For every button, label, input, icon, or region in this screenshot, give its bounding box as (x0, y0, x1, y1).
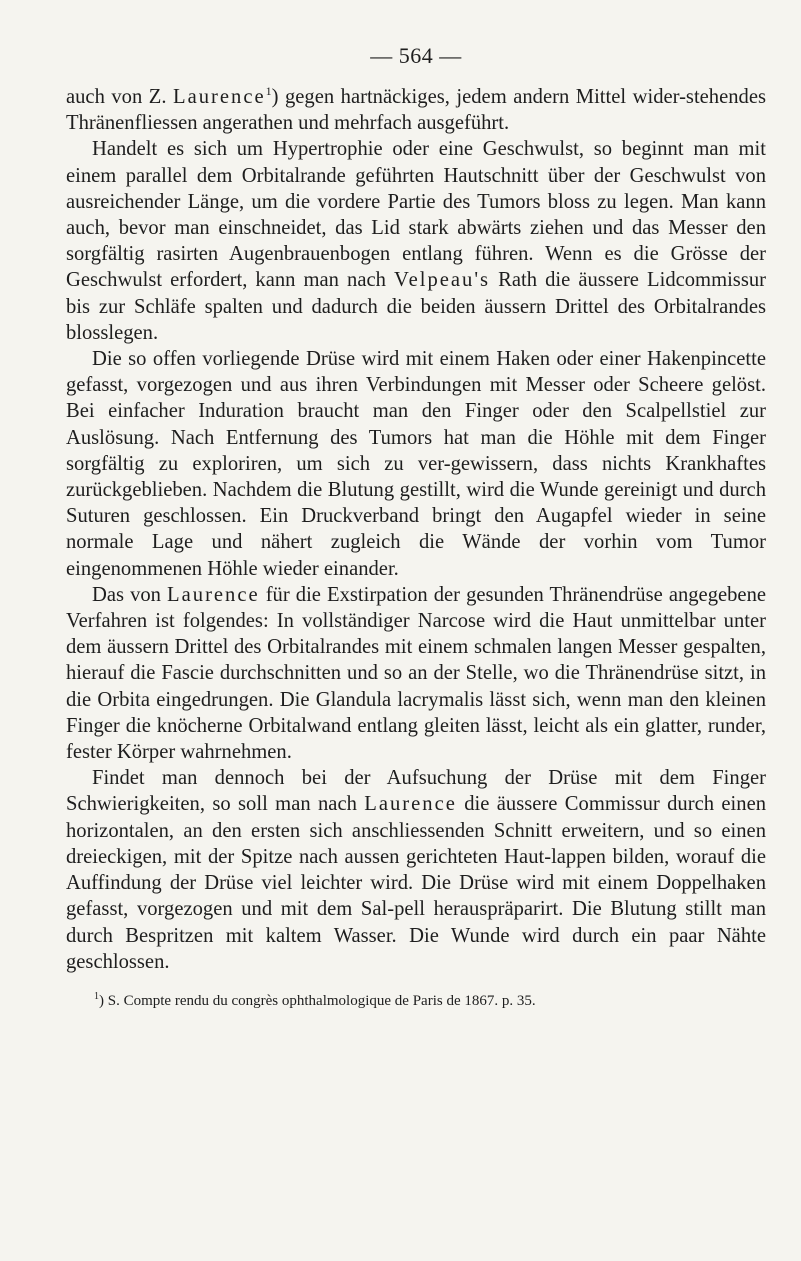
author-name: Laurence (173, 86, 266, 108)
text-run: Rath die äussere Lidcommissur bis zur Schläfe spalten und dadurch die beiden äussern Drittel des Orbitalrandes blosslegen. (66, 269, 766, 344)
text-run: Das von (92, 583, 168, 606)
text-run: die äussere Commissur durch einen horizontalen, an den ersten sich anschliessenden Schnitt erweitern, und so einen dreieckigen, mit der Spitze nach aussen gerichteten Haut-lappen bilden, worauf die Auffindung der Drüse viel leichter wird. Die Drüse wird mit einem Doppelhaken gefasst, vorgezogen und mit dem Sal-pell herauspräparirt. Die Blutung stillt man durch Bespritzen mit kaltem Wasser. Die Wunde wird durch ein paar Nähte geschlossen. (66, 793, 767, 973)
author-name: Laurence (167, 583, 260, 606)
footnote-marker: 1 (94, 990, 99, 1002)
footnote-text: ) S. Compte rendu du congrès ophthalmologique de Paris de 1867. p. 35. (99, 992, 536, 1009)
paragraph-p4 (66, 582, 766, 765)
text-run: Die so offen vorliegende Drüse wird mit einem Haken oder einer Hakenpincette gefasst, vorgezogen und aus ihren Verbindungen mit Messer oder Scheere gelöst. Bei einfacher Induration braucht man den Finger oder den Scalpellstiel zur Auslösung. Nach Entfernung des Tumors hat man die Höhle mit dem Finger sorgfältig zu exploriren, um sich zu ver-gewissern, dass nichts Krankhaftes zurückgeblieben. Nachdem die Blutung gestillt, wird die Wunde gereinigt und durch Suturen geschlossen. Ein Druckverband bringt den Augapfel wieder in seine normale Lage und nähert zugleich die Wände der vorhin vom Tumor eingenommenen Höhle wieder einander. (66, 348, 766, 580)
text-run: Findet man dennoch bei der Aufsuchung der Drüse mit dem Finger Schwierigkeiten, so soll man nach (66, 767, 766, 816)
page-number: — 564 — (370, 43, 462, 68)
author-name: Velpeau's (394, 269, 491, 292)
footnote-reference: 1 (265, 84, 272, 98)
book-page (66, 40, 766, 1011)
footnote (66, 991, 766, 1011)
paragraph-p2 (66, 136, 766, 346)
text-run: auch von Z. (66, 86, 174, 108)
text-run: ) gegen hartnäckiges, jedem andern Mittel wider-stehendes Thränenfliessen angerathen und mehrfach ausgeführt. (66, 86, 766, 135)
author-name: Laurence (364, 793, 457, 816)
paragraph-p1 (66, 84, 766, 136)
paragraph-p5 (66, 765, 766, 975)
body-text (66, 84, 766, 975)
text-run: Handelt es sich um Hypertrophie oder eine Geschwulst, so beginnt man mit einem parallel dem Orbitalrande geführten Hautschnitt über der Geschwulst von ausreichender Länge, um die vordere Partie des Tumors bloss zu legen. Man kann auch, bevor man einschneidet, das Lid stark abwärts ziehen und das Messer den sorgfältig rasirten Augenbrauenbogen entlang führen. Wenn es die Grösse der Geschwulst erfordert, kann man nach (66, 138, 766, 292)
paragraph-p3 (66, 346, 766, 582)
text-run: für die Exstirpation der gesunden Thränendrüse angegebene Verfahren ist folgendes: In vollständiger Narcose wird die Haut unmittelbar unter dem äussern Drittel des Orbitalrandes mit einem schmalen langen Messer gespalten, hierauf die Fascie durchschnitten und so an der Stelle, wo die Thränendrüse sitzt, in die Orbita eingedrungen. Die Glandula lacrymalis lässt sich, wenn man den kleinen Finger die knöcherne Orbitalwand entlang gleiten lässt, leicht als ein glatter, runder, fester Körper wahrnehmen. (66, 583, 767, 764)
